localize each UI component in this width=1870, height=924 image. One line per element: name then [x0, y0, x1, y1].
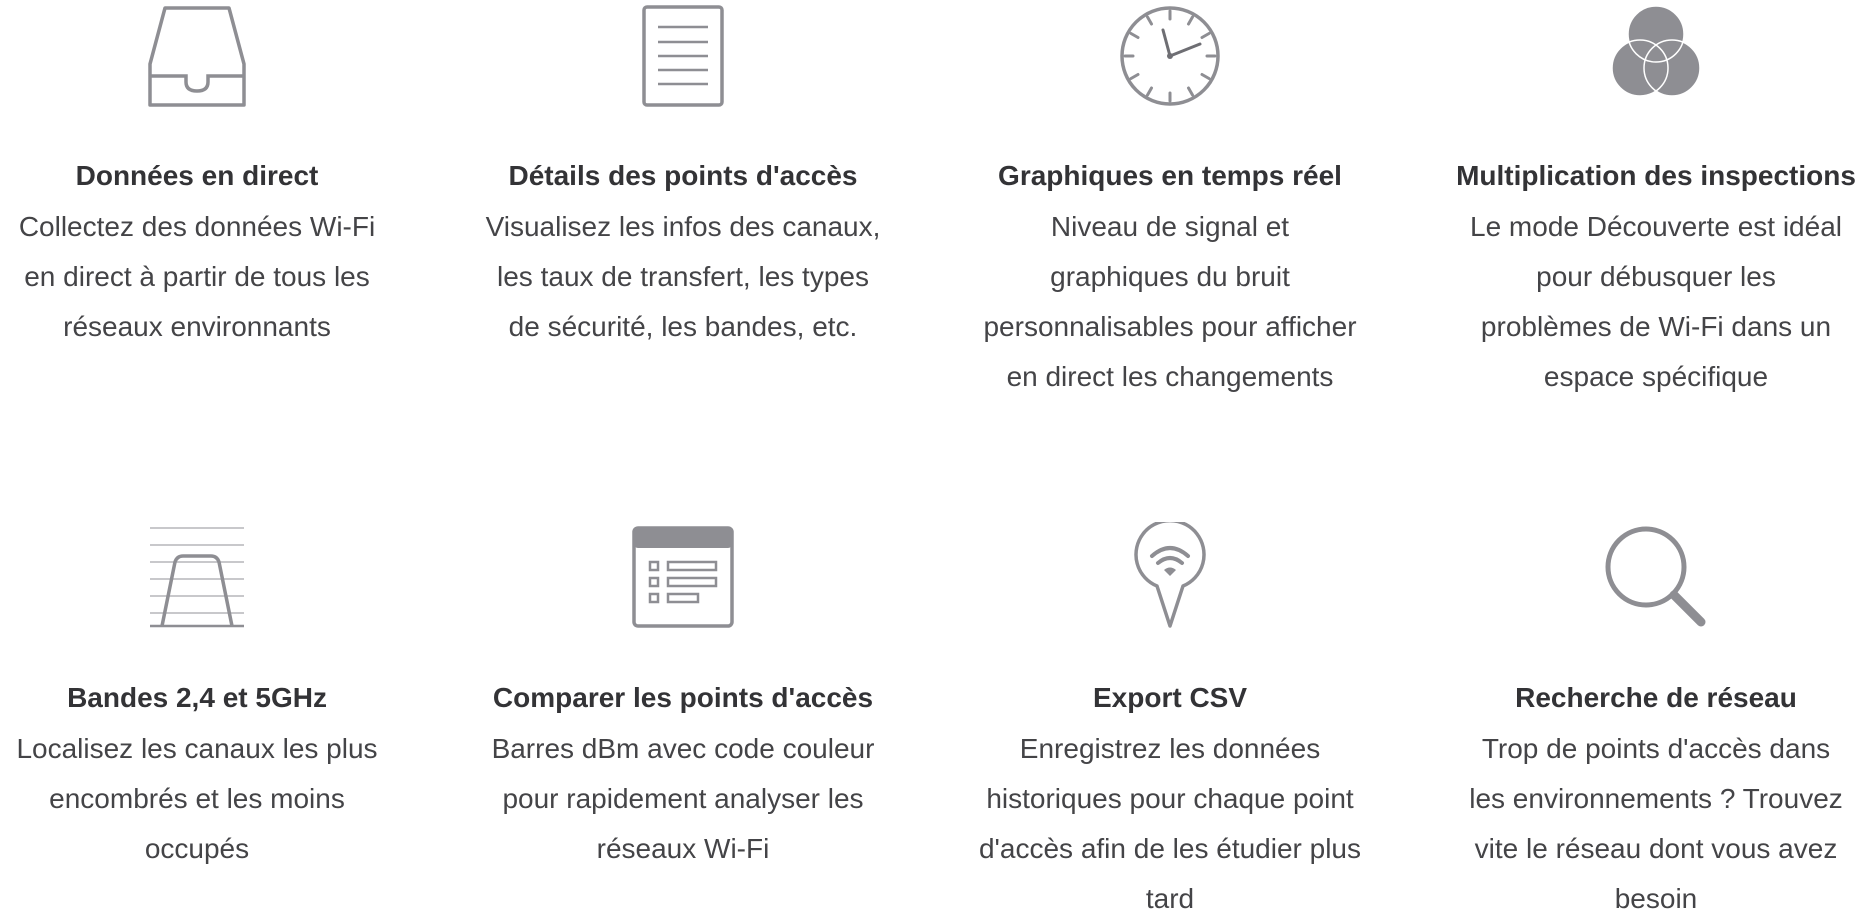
document-icon — [628, 0, 738, 110]
wifi-pin-icon — [1115, 522, 1225, 632]
feature-desc-line: Le mode Découverte est idéal — [1470, 211, 1842, 242]
feature-title: Comparer les points d'accès — [492, 682, 874, 713]
magnifier-icon — [1601, 522, 1711, 632]
feature-desc-line: Visualisez les infos des canaux, — [485, 211, 881, 242]
feature-desc-line: espace spécifique — [1543, 361, 1769, 392]
feature-desc-line: en direct à partir de tous les — [24, 261, 370, 292]
frequency-band-icon — [142, 522, 252, 632]
feature-desc-line: pour débusquer les — [1536, 261, 1776, 292]
venn-circles-icon — [1601, 0, 1711, 110]
feature-desc-line: Localisez les canaux les plus — [16, 733, 378, 764]
feature-desc-line: Barres dBm avec code couleur — [491, 733, 875, 764]
feature-desc-line: occupés — [144, 833, 250, 864]
list-window-icon — [628, 522, 738, 632]
feature-desc-line: d'accès afin de les étudier plus — [978, 833, 1362, 864]
feature-title: Recherche de réseau — [1515, 682, 1797, 713]
feature-multi-inspection — [1451, 0, 1861, 402]
feature-bands — [0, 522, 402, 874]
feature-desc-line: personnalisables pour afficher — [983, 311, 1357, 342]
feature-desc-line: vite le réseau dont vous avez — [1474, 833, 1838, 864]
feature-desc-line: tard — [1145, 883, 1195, 914]
feature-desc-line: pour rapidement analyser les — [502, 783, 864, 814]
feature-desc-line: Collectez des données Wi-Fi — [18, 211, 376, 242]
feature-desc-line: graphiques du bruit — [1050, 261, 1290, 292]
feature-title: Multiplication des inspections — [1456, 160, 1856, 191]
feature-title: Détails des points d'accès — [508, 160, 858, 191]
feature-csv-export — [965, 522, 1375, 924]
feature-access-point-details — [478, 0, 888, 352]
feature-desc-line: en direct les changements — [1006, 361, 1334, 392]
feature-desc-line: encombrés et les moins — [49, 783, 345, 814]
feature-desc-line: réseaux Wi-Fi — [596, 833, 770, 864]
feature-compare-access-points — [478, 522, 888, 874]
feature-desc-line: Enregistrez les données — [1019, 733, 1321, 764]
feature-realtime-graphs — [965, 0, 1375, 402]
feature-desc-line: réseaux environnants — [63, 311, 331, 342]
feature-title: Export CSV — [1092, 682, 1248, 713]
feature-desc-line: les environnements ? Trouvez — [1469, 783, 1843, 814]
feature-desc-line: historiques pour chaque point — [986, 783, 1354, 814]
drawer-tray-icon — [142, 0, 252, 110]
feature-live-data — [0, 0, 402, 352]
feature-desc-line: les taux de transfert, les types — [497, 261, 869, 292]
clock-icon — [1115, 0, 1225, 110]
feature-desc-line: Trop de points d'accès dans — [1481, 733, 1831, 764]
feature-title: Bandes 2,4 et 5GHz — [67, 682, 327, 713]
feature-network-search — [1451, 522, 1861, 924]
feature-desc-line: besoin — [1614, 883, 1698, 914]
feature-desc-line: de sécurité, les bandes, etc. — [508, 311, 858, 342]
feature-title: Données en direct — [75, 160, 319, 191]
feature-desc-line: problèmes de Wi-Fi dans un — [1480, 311, 1832, 342]
feature-desc-line: Niveau de signal et — [1050, 211, 1290, 242]
feature-title: Graphiques en temps réel — [998, 160, 1342, 191]
